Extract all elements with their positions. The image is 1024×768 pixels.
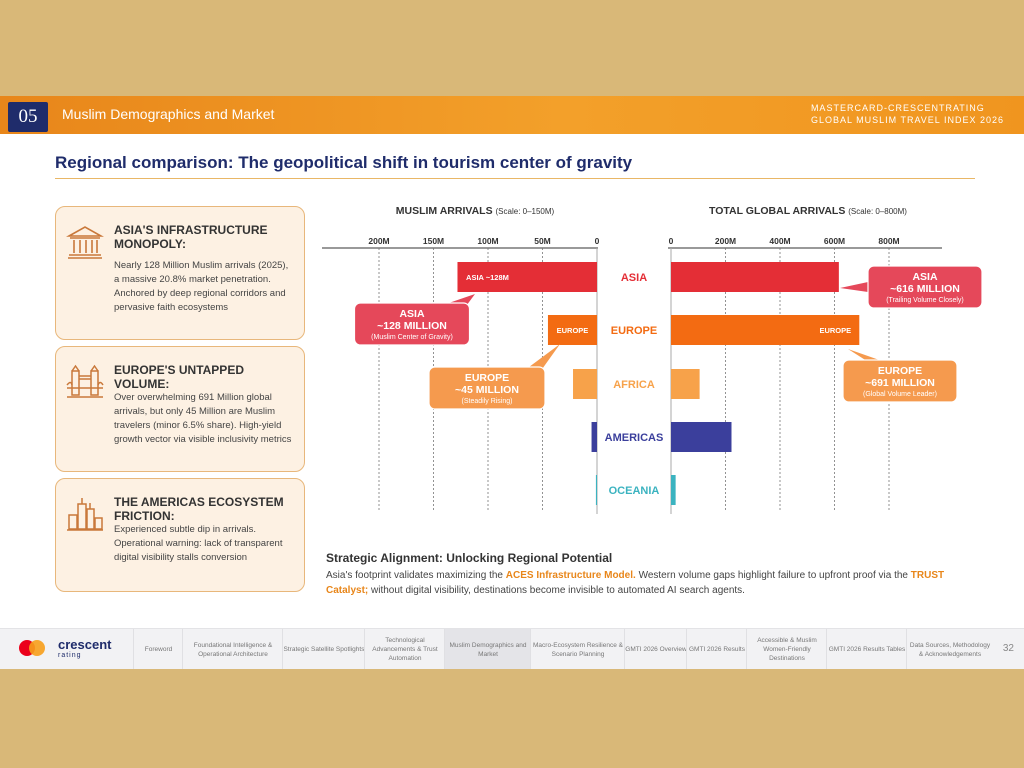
nav-item-11[interactable]: Data Sources, Methodology & Acknowledgements [906,629,993,669]
nav-item-8[interactable]: GMTI 2026 Results [686,629,747,669]
callout-value-asia-right: ~616 MILLION [890,283,960,295]
left-chart-scale-note: (Scale: 0–150M) [495,207,555,216]
callout-value-asia-left: ~128 MILLION [377,320,447,332]
left-bar-label-europe: EUROPE [556,326,589,335]
page-title: Regional comparison: The geopolitical shift in tourism center of gravity [55,153,633,172]
aces-highlight: ACES Infrastructure Model. [505,570,636,581]
callout-note-europe-left: (Steadily Rising) [461,398,513,405]
left-tick-label-1: 150M [422,236,445,246]
trust-highlight: TRUST Catalyst; [326,570,945,596]
card-europe-title: EUROPE'S UNTAPPED VOLUME: [114,363,244,391]
callout-note-asia-right: (Trailing Volume Closely) [886,297,964,304]
callout-pointer-asia-right [840,282,868,292]
nav-item-9[interactable]: Accessible & Muslim Women-Friendly Destinations [746,629,827,669]
left-bar-oceania [596,475,597,505]
strategy-text-3: without digital visibility, destinations become invisible to automated AI search agents. [368,585,745,596]
right-bar-africa [671,369,700,399]
right-bar-label-europe: EUROPE [819,326,852,335]
right-tick-label-0: 0 [668,236,674,246]
category-label-africa: AFRICA [613,379,655,391]
card-americas-body: Experienced subtle dip in arrivals. Operational warning: lack of transparent digital visibility stalls conversion [114,524,283,563]
strategy-title: Strategic Alignment: Unlocking Regional Potential [326,551,613,565]
left-tick-label-3: 50M [534,236,551,246]
left-tick-label-0: 200M [368,236,390,246]
left-chart-title-main: MUSLIM ARRIVALS [395,205,496,217]
callout-title-asia-right: ASIA [912,271,938,283]
category-label-americas: AMERICAS [604,432,664,444]
left-chart-title [396,205,555,217]
left-tick-label-4: 0 [594,236,600,246]
brand-line-2: GLOBAL MUSLIM TRAVEL INDEX 2026 [810,115,1004,125]
nav-item-6[interactable]: Macro-Ecosystem Resilience & Scenario Planning [530,629,625,669]
left-bar-africa [573,369,597,399]
left-bar-label-asia: ASIA ~128M [466,273,509,282]
section-number: 05 [8,102,48,132]
card-americas-title: THE AMERICAS ECOSYSTEM FRICTION: [114,495,284,523]
crescentrating-logo: crescent [58,637,112,652]
callout-note-asia-left: (Muslim Center of Gravity) [371,334,453,341]
nav-item-1[interactable]: Foreword [133,629,183,669]
left-bar-americas [592,422,597,452]
card-asia-body: Nearly 128 Million Muslim arrivals (2025), a massive 20.8% market penetration. Anchored by deep regional corridors and pervasive faith ecosystems [114,260,289,313]
callout-title-europe-left: EUROPE [464,372,510,384]
right-tick-label-2: 400M [769,236,791,246]
callout-value-europe-right: ~691 MILLION [865,377,935,389]
right-bar-asia [671,262,839,292]
category-label-asia: ASIA [620,272,648,284]
card-asia-title: ASIA'S INFRASTRUCTURE MONOPOLY: [114,223,268,251]
mastercard-logo-icon [17,639,47,657]
right-chart-title [709,205,907,217]
category-label-oceania: OCEANIA [608,485,660,497]
page-number: 32 [1002,643,1014,654]
strategy-body [326,568,946,598]
right-bar-oceania [671,475,676,505]
right-chart-title-main: TOTAL GLOBAL ARRIVALS [709,205,849,217]
left-tick-label-2: 100M [477,236,499,246]
callout-note-europe-right: (Global Volume Leader) [863,391,937,398]
nav-item-4[interactable]: Technological Advancements & Trust Automation [364,629,445,669]
callout-value-europe-left: ~45 MILLION [455,384,519,396]
slide [0,96,1024,669]
crescentrating-logo-sub: rating [58,652,82,659]
category-label-europe: EUROPE [610,325,658,337]
section-title: Muslim Demographics and Market [62,106,275,122]
callout-title-europe-right: EUROPE [877,365,923,377]
footer-nav [0,628,1024,669]
strategy-text-1: Asia's footprint validates maximizing the [326,570,506,581]
nav-item-7[interactable]: GMTI 2026 Overview [624,629,687,669]
right-tick-label-1: 200M [714,236,737,246]
right-bar-americas [671,422,731,452]
nav-item-10[interactable]: GMTI 2026 Results Tables [826,629,907,669]
nav-item-2[interactable]: Foundational Intelligence & Operational Architecture [182,629,283,669]
right-tick-label-3: 600M [823,236,846,246]
right-tick-label-4: 800M [878,236,900,246]
brand-line-1: MASTERCARD-CRESCENTRATING [810,103,985,113]
card-europe-body: Over overwhelming 691 Million global arrivals, but only 45 Million are Muslim travelers (minor 6.5% share). High-yield growth vector via visible inclusivity metrics [114,392,292,445]
nav-item-3[interactable]: Strategic Satellite Spotlights [282,629,365,669]
right-chart-scale-note: (Scale: 0–800M) [848,207,907,216]
callout-title-asia-left: ASIA [399,308,425,320]
nav-item-5[interactable]: Muslim Demographics and Market [444,629,531,669]
strategy-text-2: Western volume gaps highlight failure to upfront proof via the [635,570,911,581]
